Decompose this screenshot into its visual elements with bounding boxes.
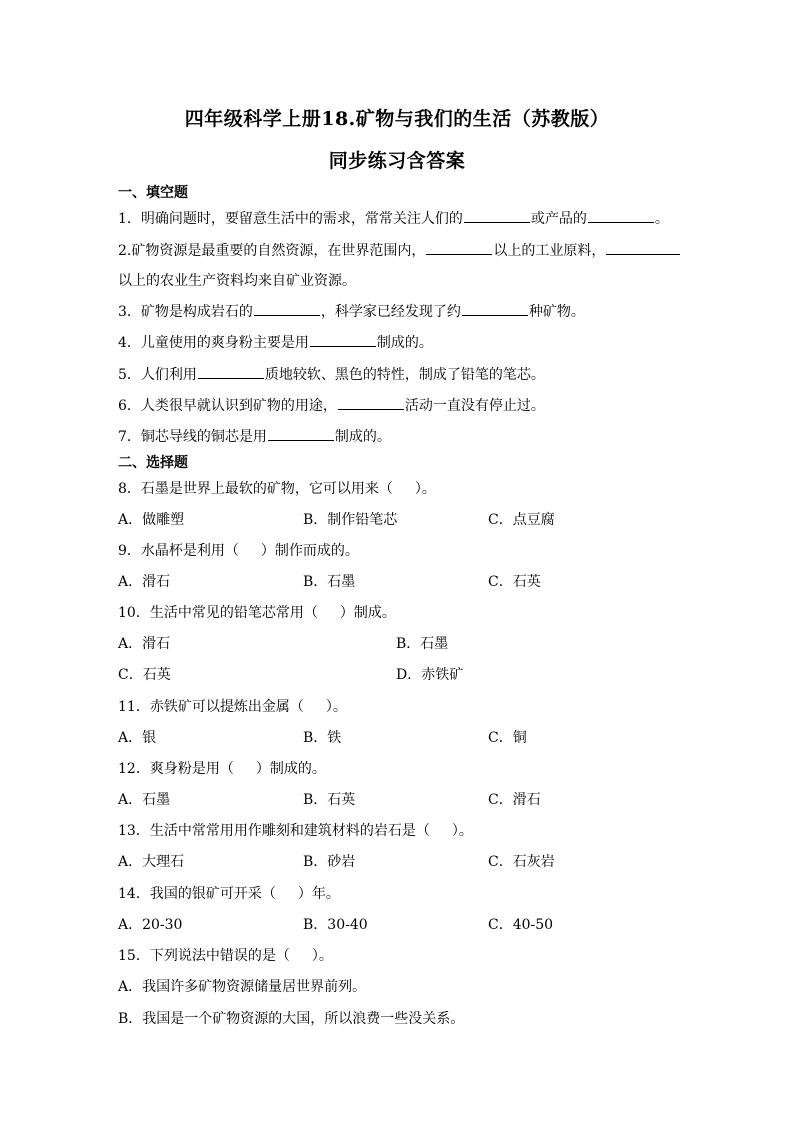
option-a[interactable]: A．滑石	[118, 636, 171, 652]
question-6: 6．人类很早就认识到矿物的用途， 活动一直没有停止过。	[118, 395, 545, 415]
option-a[interactable]: A．银	[118, 730, 157, 746]
answer-blank[interactable]	[606, 240, 680, 255]
option-d[interactable]: D．赤铁矿	[396, 667, 464, 683]
option-c[interactable]: C．铜	[488, 730, 527, 746]
option-b[interactable]: B．石墨	[396, 636, 449, 652]
option-b[interactable]: B．我国是一个矿物资源的大国，所以浪费一些没关系。	[118, 1011, 465, 1027]
question-3: 3．矿物是构成岩石的 ，科学家已经发现了约 种矿物。	[118, 301, 585, 321]
answer-blank[interactable]	[338, 395, 404, 410]
question-8: 8．石墨是世界上最软的矿物，它可以用来（ ）。	[118, 481, 436, 497]
answer-blank[interactable]	[464, 208, 530, 223]
option-a[interactable]: A．大理石	[118, 854, 185, 870]
answer-blank[interactable]	[268, 426, 334, 441]
option-a[interactable]: A．石墨	[118, 792, 171, 808]
answer-blank[interactable]	[426, 240, 492, 255]
option-b[interactable]: B．石英	[303, 792, 356, 808]
question-14: 14．我国的银矿可开采（ ）年。	[118, 886, 340, 902]
option-b[interactable]: B．30-40	[303, 917, 368, 933]
question-5: 5．人们利用 质地较软、黑色的特性，制成了铅笔的笔芯。	[118, 364, 545, 384]
option-c[interactable]: C．滑石	[488, 792, 541, 808]
section-choice: 二、选择题	[118, 455, 188, 471]
question-11: 11．赤铁矿可以提炼出金属（ ）。	[118, 699, 347, 715]
option-b[interactable]: B．石墨	[303, 574, 356, 590]
question-7: 7．铜芯导线的铜芯是用 制成的。	[118, 426, 391, 446]
question-9: 9．水晶杯是利用（ ）制作而成的。	[118, 543, 359, 559]
question-15: 15．下列说法中错误的是（ ）。	[118, 948, 333, 964]
option-c[interactable]: C．40-50	[488, 917, 554, 933]
answer-blank[interactable]	[254, 301, 320, 316]
option-a[interactable]: A．20-30	[118, 917, 183, 933]
page-subtitle: 同步练习含答案	[328, 150, 466, 172]
question-13: 13．生活中常常用用作雕刻和建筑材料的岩石是（ ）。	[118, 823, 473, 839]
option-a[interactable]: A．我国许多矿物资源储量居世界前列。	[118, 979, 367, 995]
option-c[interactable]: C．石灰岩	[488, 854, 555, 870]
option-b[interactable]: B．铁	[303, 730, 342, 746]
question-12: 12．爽身粉是用（ ）制成的。	[118, 761, 326, 777]
answer-blank[interactable]	[198, 364, 264, 379]
option-c[interactable]: C．点豆腐	[488, 512, 555, 528]
page-title: 四年级科学上册18.矿物与我们的生活（苏教版）	[184, 108, 610, 130]
answer-blank[interactable]	[462, 301, 528, 316]
option-a[interactable]: A．做雕塑	[118, 512, 185, 528]
section-fill-in: 一、填空题	[118, 185, 188, 201]
option-c[interactable]: C．石英	[488, 574, 541, 590]
option-c[interactable]: C．石英	[118, 667, 171, 683]
answer-blank[interactable]	[588, 208, 654, 223]
question-10: 10．生活中常见的铅笔芯常用（ ）制成。	[118, 605, 396, 621]
question-1: 1．明确问题时，要留意生活中的需求，常常关注人们的 或产品的 。	[118, 208, 669, 228]
question-2-continued: 以上的农业生产资料均来自矿业资源。	[118, 273, 356, 289]
answer-blank[interactable]	[310, 332, 376, 347]
question-4: 4．儿童使用的爽身粉主要是用 制成的。	[118, 332, 433, 352]
option-a[interactable]: A．滑石	[118, 574, 171, 590]
option-b[interactable]: B．制作铅笔芯	[303, 512, 398, 528]
option-b[interactable]: B．砂岩	[303, 854, 356, 870]
question-2: 2.矿物资源是最重要的自然资源，在世界范围内， 以上的工业原料，	[118, 240, 681, 260]
